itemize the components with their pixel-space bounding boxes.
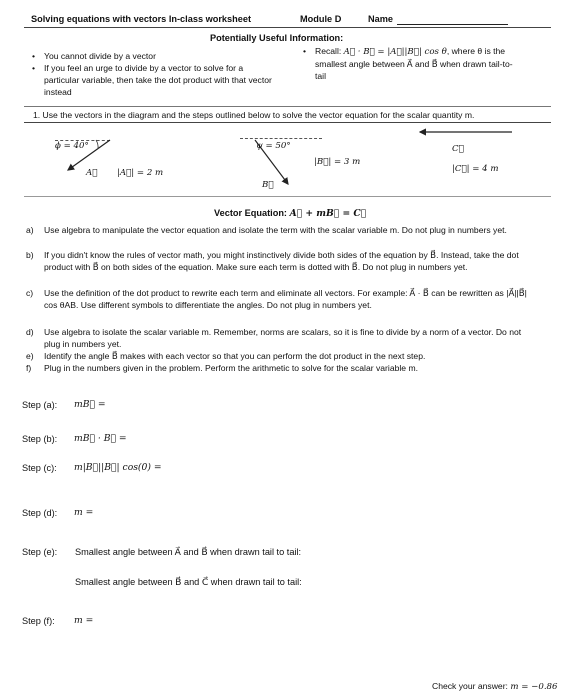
- info-heading: Potentially Useful Information:: [210, 33, 344, 43]
- step-d-text: Use algebra to isolate the scalar variable m. Remember, norms are scalars, so it is fine to divide by a norm of a vector. Do not plug in numbers yet.: [44, 327, 522, 349]
- step-e-letter: e): [26, 351, 34, 361]
- angle-phi-arc: [96, 140, 98, 149]
- step-f-text: Plug in the numbers given in the problem. Perform the arithmetic to solve for the scalar variable m.: [44, 363, 419, 373]
- answer-e-label: Step (e):: [22, 547, 58, 557]
- equation-formula: A⃗ + mB⃗ = C⃗: [289, 208, 367, 219]
- answer-d-label: Step (d):: [22, 508, 58, 518]
- vector-b-label: B⃗: [262, 180, 274, 190]
- step-c-letter: c): [26, 288, 34, 298]
- equation-label: Vector Equation:: [214, 208, 290, 218]
- answer-e-line1: Smallest angle between A⃗ and B⃗ when drawn tail to tail:: [75, 547, 302, 557]
- name-label: Name: [368, 14, 394, 24]
- worksheet-title: Solving equations with vectors In-class worksheet: [31, 14, 252, 24]
- check-answer-value: m = −0.86: [510, 682, 558, 692]
- answer-a-label: Step (a):: [22, 400, 58, 410]
- module-label: Module D: [300, 14, 342, 24]
- dot-product-formula: A⃗ · B⃗ = |A⃗||B⃗| cos θ: [343, 47, 447, 57]
- answer-f-label: Step (f):: [22, 616, 55, 626]
- reference-line-b: [240, 138, 322, 139]
- vector-a-label: A⃗: [86, 168, 98, 178]
- step-a-text: Use algebra to manipulate the vector equation and isolate the term with the scalar variable m. Do not plug in numbers yet.: [44, 225, 507, 235]
- check-answer: [432, 680, 558, 693]
- check-answer-label: Check your answer:: [432, 681, 511, 691]
- vector-b-magnitude: |B⃗| = 3 m: [314, 157, 361, 167]
- answer-b-expr: mB⃗ · B⃗ =: [74, 433, 127, 444]
- info-bullet-1: • You cannot divide by a vector: [44, 50, 156, 62]
- question-prompt: 1. Use the vectors in the diagram and the steps outlined below to solve the vector equation for the scalar quantity m.: [33, 110, 475, 120]
- vector-c-magnitude: |C⃗| = 4 m: [452, 164, 499, 174]
- answer-d-expr: m =: [74, 507, 94, 518]
- angle-psi-label: ψ = 50°: [256, 141, 291, 151]
- step-b-letter: b): [26, 250, 34, 260]
- recall-suffix: , where θ is the smallest angle between A⃗ and B⃗ when drawn tail-to-tail: [315, 46, 513, 81]
- answer-e-line2: Smallest angle between B⃗ and C⃗ when drawn tail to tail:: [75, 577, 302, 587]
- step-f-letter: f): [26, 363, 32, 373]
- info-bullet-2: • If you feel an urge to divide by a vector to solve for a particular variable, then take the dot product with that vector instead: [44, 62, 276, 98]
- answer-b-label: Step (b):: [22, 434, 58, 444]
- vector-c-label: C⃗: [452, 144, 464, 154]
- answer-c-expr: m|B⃗||B⃗| cos(0) =: [74, 462, 162, 473]
- answer-f-expr: m =: [74, 615, 94, 626]
- answer-a-expr: mB⃗ =: [74, 399, 106, 410]
- step-b-text: If you didn't know the rules of vector math, you might instinctively divide both sides of the equation by B⃗. Instead, take the dot product with B⃗ on both sides of the equation. Make sure each term is dotted with B⃗. Do not plug in numbers yet.: [44, 250, 519, 272]
- recall-prefix: Recall:: [315, 46, 344, 56]
- vector-equation: [214, 207, 366, 220]
- vector-a-magnitude: |A⃗| = 2 m: [117, 168, 164, 178]
- step-e-text: Identify the angle B⃗ makes with each vector so that you can perform the dot product in the next step.: [44, 351, 426, 361]
- answer-c-label: Step (c):: [22, 463, 57, 473]
- step-c-text: Use the definition of the dot product to rewrite each term and eliminate all vectors. For example: A⃗ · B⃗ can be rewritten as |A⃗||B⃗| cos θAB. Use different symbols to differentiate the angles. Do not plug in numbers yet.: [44, 288, 527, 310]
- step-a-letter: a): [26, 225, 34, 235]
- step-d-letter: d): [26, 327, 34, 337]
- angle-phi-label: ϕ = 40°: [55, 141, 89, 151]
